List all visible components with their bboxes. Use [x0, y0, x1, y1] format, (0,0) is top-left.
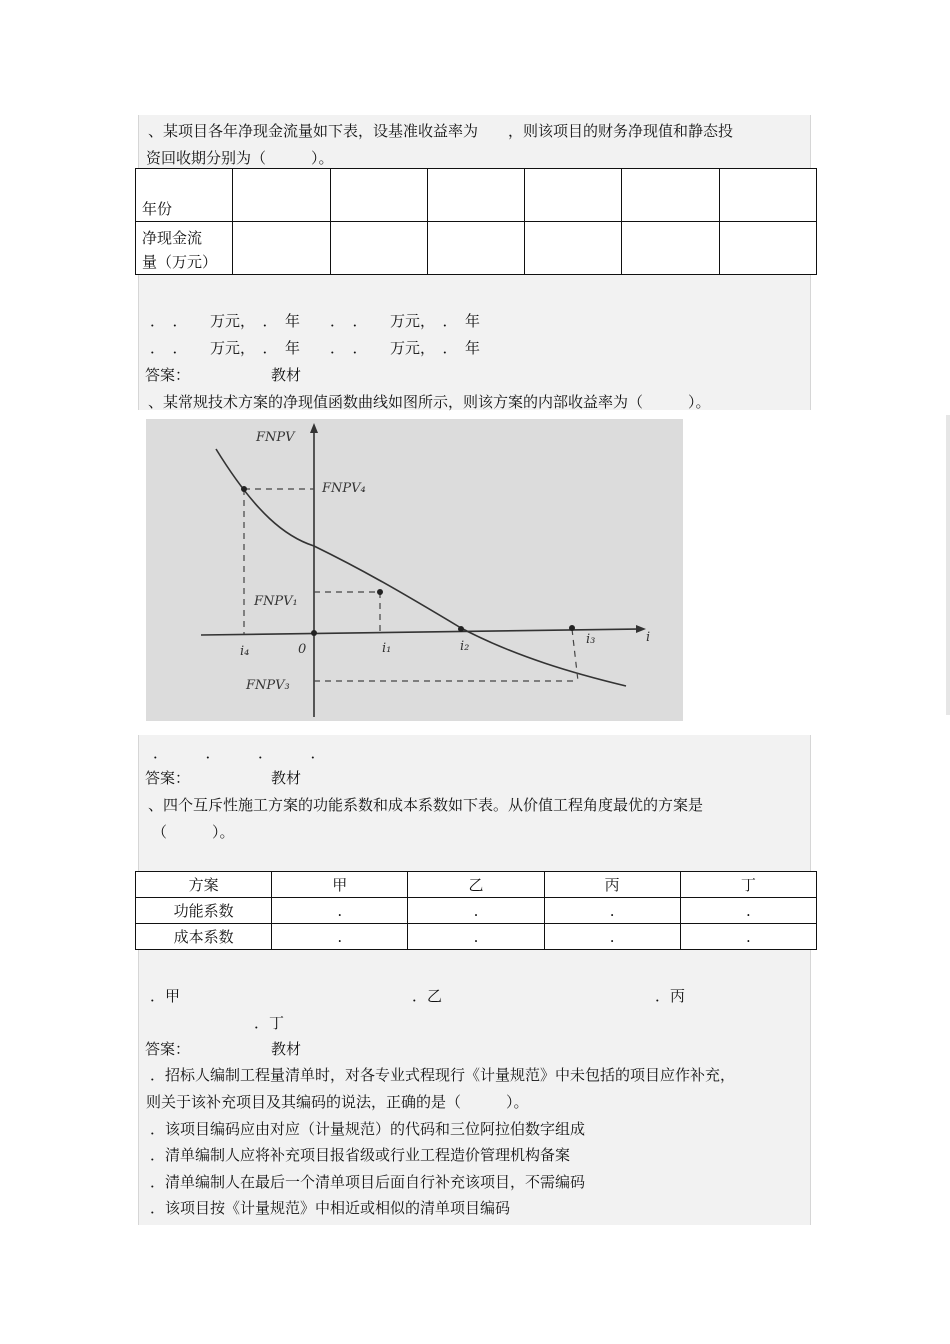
q1-stem-line1: 、某项目各年净现金流量如下表，设基准收益率为 ，则该项目的财务净现值和静态投	[148, 122, 734, 140]
q3-option-c: ．丙	[655, 987, 686, 1005]
q4-option-c: ．清单编制人在最后一个清单项目后面自行补充该项目，不需编码	[150, 1173, 586, 1191]
fnpv3-label: FNPV₃	[246, 678, 290, 693]
q3-answer-source: 教材	[271, 1040, 302, 1058]
x-axis-arrow	[636, 625, 646, 633]
i2-label: i₂	[460, 639, 470, 654]
y-axis-label: FNPV	[256, 430, 295, 445]
x-axis-line	[201, 629, 641, 635]
point-i4	[241, 486, 247, 492]
q4-option-a: ．该项目编码应由对应（计量规范）的代码和三位阿拉伯数字组成	[150, 1120, 586, 1138]
point-i3	[569, 625, 575, 631]
i1-label: i₁	[382, 641, 392, 656]
q4-stem-line1: ．招标人编制工程量清单时，对各专业式程现行《计量规范》中未包括的项目应作补充，	[150, 1066, 736, 1084]
fnpv1-label: FNPV₁	[254, 594, 298, 609]
cashflow-table	[135, 168, 817, 275]
point-i2	[458, 626, 464, 632]
q1-stem-line2: 资回收期分别为（ ）。	[146, 149, 334, 167]
q3-stem-line2: （ ）。	[152, 823, 235, 841]
i4-label: i₄	[240, 644, 250, 659]
scheme-coefficient-table	[135, 871, 817, 950]
q1-options-line2: ． ． 万元， ． 年 ． ． 万元， ． 年	[150, 339, 481, 357]
table-header-row: 方案 甲 乙 丙 丁	[136, 872, 817, 898]
y-axis-arrow	[310, 423, 318, 433]
table-row: 功能系数 . . . .	[136, 898, 817, 924]
npv-curve-svg	[146, 419, 683, 721]
npv-curve-figure	[146, 419, 683, 721]
q3-stem-line1: 、四个互斥性施工方案的功能系数和成本系数如下表。从价值工程角度最优的方案是	[148, 796, 704, 814]
fnpv4-label: FNPV₄	[322, 481, 366, 496]
q2-answer-source: 教材	[271, 769, 302, 787]
q4-option-b: ．清单编制人应将补充项目报省级或行业工程造价管理机构备案	[150, 1146, 571, 1164]
q2-stem: 、某常规技术方案的净现值函数曲线如图所示，则该方案的内部收益率为（ ）。	[148, 393, 711, 411]
q4-stem-line2: 则关于该补充项目及其编码的说法，正确的是（ ）。	[146, 1093, 529, 1111]
q3-answer-label: 答案：	[145, 1040, 191, 1058]
point-origin	[311, 630, 317, 636]
q1-answer-source: 教材	[271, 366, 302, 384]
year-row-label: 年份	[136, 169, 233, 222]
cashflow-row-label: 净现金流 量（万元）	[136, 222, 233, 275]
table-row: 成本系数 . . . .	[136, 924, 817, 950]
q1-options-line1: ． ． 万元， ． 年 ． ． 万元， ． 年	[150, 312, 481, 330]
x-axis-label: i	[646, 630, 651, 645]
q3-option-a: ．甲	[150, 987, 181, 1005]
zero-label: 0	[298, 642, 307, 657]
q2-options: ． ． ． ．	[153, 744, 326, 762]
npv-curve	[216, 449, 626, 686]
table-row	[136, 169, 817, 222]
q3-option-d: ．丁	[254, 1014, 285, 1032]
q1-answer-label: 答案：	[145, 366, 191, 384]
point-i1	[377, 589, 383, 595]
page-edge-strip	[946, 415, 950, 715]
i3-label: i₃	[586, 632, 596, 647]
q4-option-d: ．该项目按《计量规范》中相近或相似的清单项目编码	[150, 1199, 511, 1217]
table-row	[136, 222, 817, 275]
q3-option-b: ．乙	[412, 987, 443, 1005]
q2-answer-label: 答案：	[145, 769, 191, 787]
